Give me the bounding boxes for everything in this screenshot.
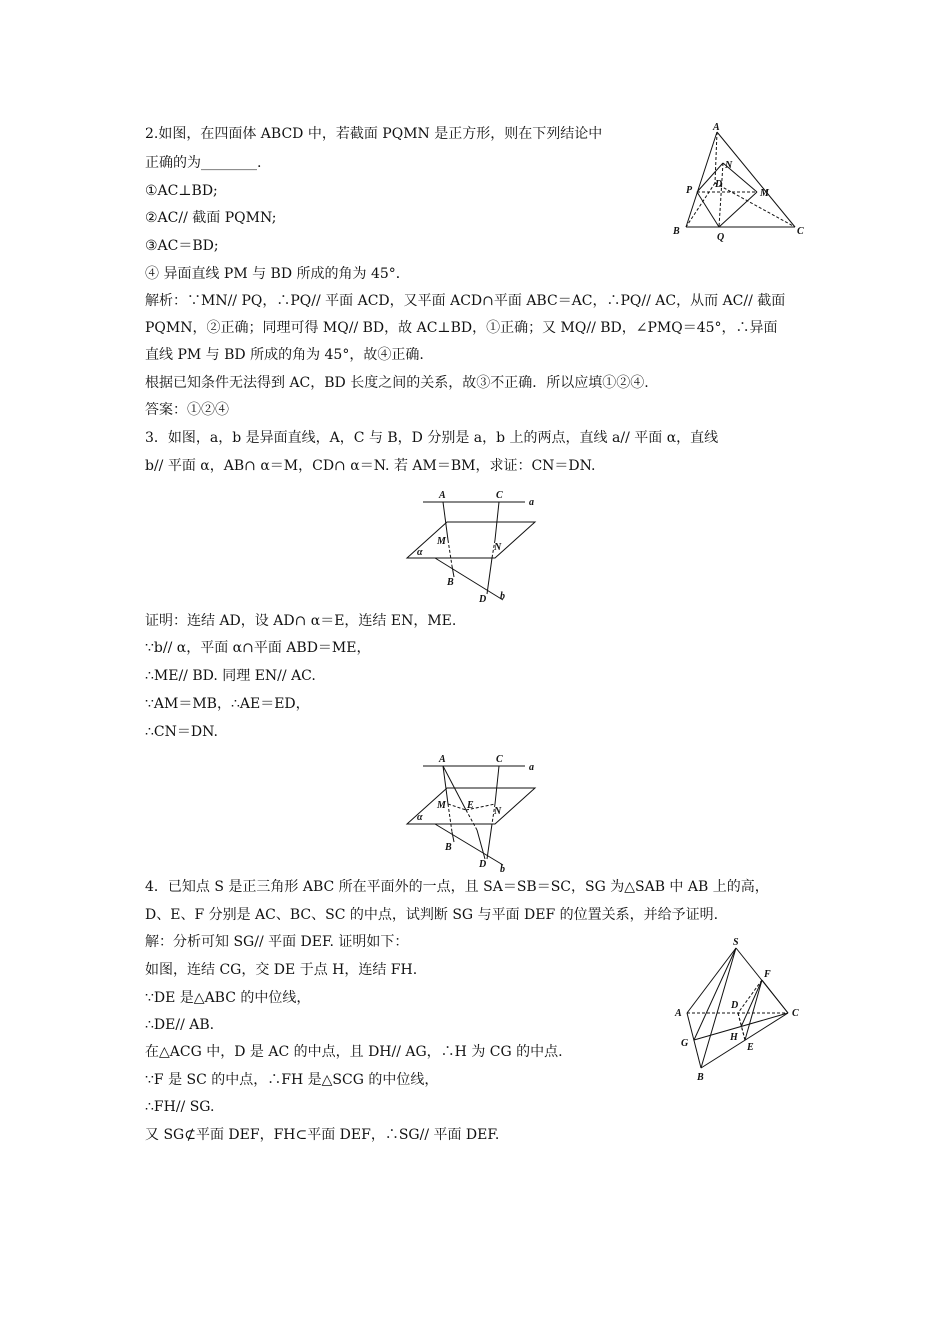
q3-fig2-label-N: N — [494, 806, 502, 817]
q4-stem-line2: D、E、F 分别是 AC、BC、SC 的中点，试判断 SG 与平面 DEF 的位置关系，并给予证明. — [145, 907, 719, 923]
q4-label-S: S — [733, 937, 739, 948]
q2-label-C: C — [797, 226, 804, 237]
q2-option-4: ④ 异面直线 PM 与 BD 所成的角为 45°． — [145, 266, 410, 282]
q3-fig1-label-a: a — [529, 497, 534, 508]
q3-fig1-label-N: N — [494, 542, 502, 553]
q2-label-A: A — [713, 122, 720, 133]
q3-fig1-label-B: B — [447, 577, 454, 588]
q4-solution-line8: 又 SG⊄平面 DEF，FH⊂平面 DEF，∴SG// 平面 DEF. — [145, 1127, 500, 1143]
q3-proof-line4: ∵AM＝MB，∴AE＝ED， — [145, 696, 310, 712]
q3-fig2-label-b: b — [500, 864, 505, 875]
q3-stem-line1: 3．如图，a，b 是异面直线，A，C 与 B，D 分别是 a，b 上的两点，直线 a// 平面 α，直线 — [145, 430, 719, 446]
q3-fig2-label-A: A — [439, 754, 446, 765]
q2-answer: 答案：①②④ — [145, 402, 229, 418]
q3-fig1-label-C: C — [496, 490, 503, 501]
q4-stem-line1: 4．已知点 S 是正三角形 ABC 所在平面外的一点，且 SA＝SB＝SC，SG 为△SAB 中 AB 上的高， — [145, 879, 769, 895]
q2-label-Q: Q — [717, 232, 725, 243]
q4-solution-line1: 解：分析可知 SG// 平面 DEF. 证明如下： — [145, 934, 409, 950]
q2-option-3: ③AC＝BD; — [145, 238, 219, 254]
q2-solution-line1: 解析：∵MN// PQ，∴PQ// 平面 ACD，又平面 ACD∩平面 ABC＝AC，∴PQ// AC，从而 AC// 截面 — [145, 293, 786, 309]
q3-proof-figure — [395, 752, 555, 877]
q2-option-1: ①AC⊥BD; — [145, 183, 218, 199]
q4-label-B: B — [697, 1072, 704, 1083]
q3-fig1-label-alpha: α — [417, 547, 423, 558]
q2-label-B: B — [673, 226, 680, 237]
q3-fig2-label-M: M — [437, 800, 446, 811]
q3-fig1-label-D: D — [479, 594, 487, 605]
q4-label-D: D — [731, 1000, 739, 1011]
q3-fig1-label-A: A — [439, 490, 446, 501]
q2-label-P: P — [686, 185, 693, 196]
q3-proof-line3: ∴ME// BD. 同理 EN// AC. — [145, 668, 316, 684]
q4-label-H: H — [730, 1032, 738, 1043]
q3-skew-lines-figure — [395, 482, 555, 607]
q2-solution-line2: PQMN，②正确；同理可得 MQ// BD，故 AC⊥BD，①正确；又 MQ// BD，∠PMQ＝45°，∴异面 — [145, 320, 778, 336]
q2-label-D: D — [715, 179, 723, 190]
q2-solution-line3: 直线 PM 与 BD 所成的角为 45°，故④正确. — [145, 347, 424, 363]
q3-proof-line1: 证明：连结 AD，设 AD∩ α＝E，连结 EN，ME. — [145, 613, 457, 629]
q4-solution-line7: ∴FH// SG. — [145, 1099, 215, 1115]
q2-label-M: M — [760, 188, 769, 199]
q3-stem-line2: b// 平面 α，AB∩ α＝M，CD∩ α＝N. 若 AM＝BM，求证：CN＝DN. — [145, 458, 596, 474]
q3-fig2-label-a: a — [529, 762, 534, 773]
q2-label-N: N — [725, 160, 733, 171]
q3-fig2-label-D: D — [479, 859, 487, 870]
q3-fig2-label-alpha: α — [417, 812, 423, 823]
q4-label-A: A — [675, 1008, 682, 1019]
q2-solution-line4: 根据已知条件无法得到 AC，BD 长度之间的关系，故③不正确．所以应填①②④. — [145, 375, 649, 391]
q3-proof-line5: ∴CN＝DN. — [145, 724, 218, 740]
q3-proof-line2: ∵b// α，平面 α∩平面 ABD＝ME， — [145, 640, 371, 656]
q4-solution-line6: ∵F 是 SC 的中点，∴FH 是△SCG 的中位线， — [145, 1072, 439, 1088]
q3-fig2-label-C: C — [496, 754, 503, 765]
q4-solution-line2: 如图，连结 CG，交 DE 于点 H，连结 FH. — [145, 962, 418, 978]
q2-tetrahedron-figure — [665, 120, 815, 245]
q4-label-E: E — [747, 1042, 754, 1053]
q4-solution-line5: 在△ACG 中，D 是 AC 的中点，且 DH// AG，∴H 为 CG 的中点. — [145, 1044, 563, 1060]
q4-label-G: G — [681, 1038, 689, 1049]
q4-solution-line3: ∵DE 是△ABC 的中位线， — [145, 990, 311, 1006]
q4-label-F: F — [764, 969, 771, 980]
q2-stem-line2: 正确的为________. — [145, 155, 262, 171]
q2-option-2: ②AC// 截面 PQMN; — [145, 210, 277, 226]
q4-solution-line4: ∴DE// AB. — [145, 1017, 215, 1033]
q4-label-C: C — [792, 1008, 799, 1019]
q3-fig1-label-M: M — [437, 536, 446, 547]
q3-fig1-label-b: b — [500, 591, 505, 602]
q4-pyramid-figure — [665, 932, 815, 1087]
q3-fig2-label-B: B — [445, 842, 452, 853]
q3-fig2-label-E: E — [467, 800, 474, 811]
q2-stem-line1: 2.如图，在四面体 ABCD 中，若截面 PQMN 是正方形，则在下列结论中 — [145, 126, 603, 142]
